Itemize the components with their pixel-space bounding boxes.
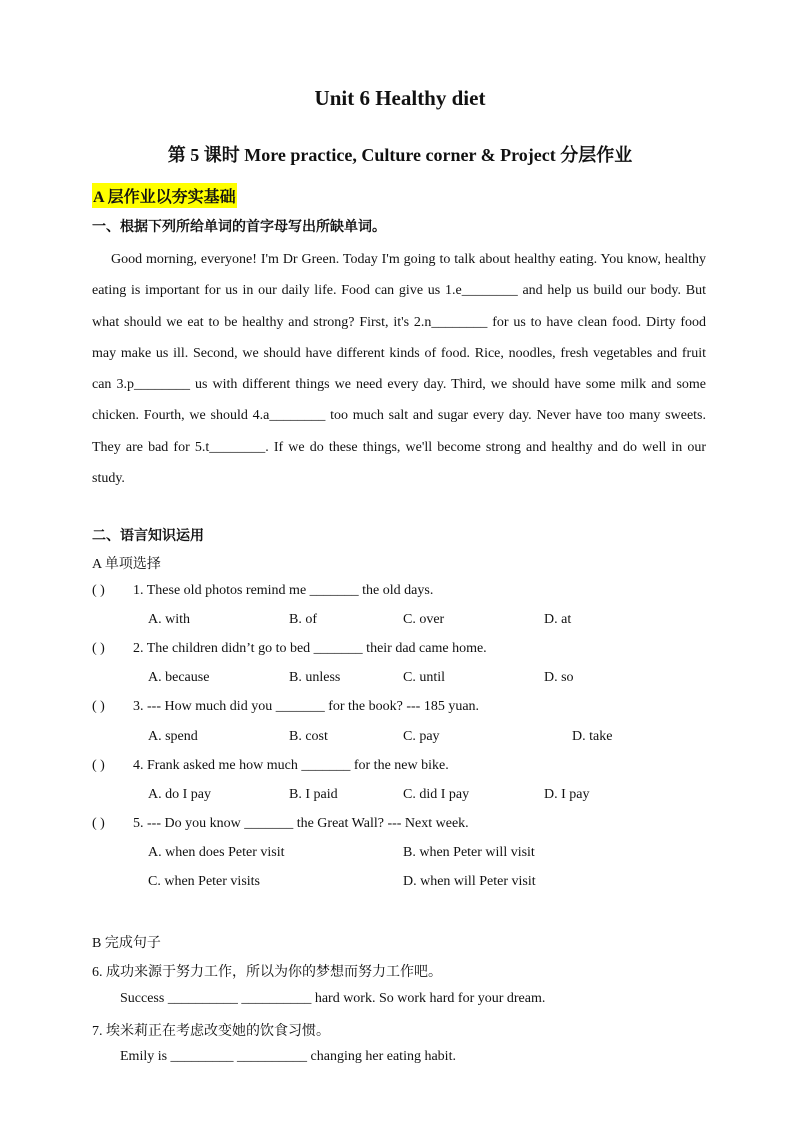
option-a: A. do I pay	[148, 787, 211, 802]
answer-paren: ( )	[92, 816, 105, 831]
option-d: D. I pay	[544, 787, 590, 802]
sentence-blank-en: Emily is _________ __________ changing her eating habit.	[120, 1049, 456, 1064]
option-b: B. I paid	[289, 787, 338, 802]
option-d: D. so	[544, 670, 574, 685]
question-stem: 5. --- Do you know _______ the Great Wall? --- Next week.	[133, 816, 469, 831]
option-a: A. because	[148, 670, 210, 685]
answer-paren: ( )	[92, 583, 105, 598]
sentence-prompt-cn: 7. 埃米莉正在考虑改变她的饮食习惯。	[92, 1024, 330, 1039]
question-stem: 2. The children didn’t go to bed _______ their dad came home.	[133, 641, 487, 656]
option-d: D. at	[544, 612, 572, 627]
option-c: C. over	[403, 612, 445, 627]
option-b: B. of	[289, 612, 317, 627]
page-title: Unit 6 Healthy diet	[314, 86, 486, 110]
answer-paren: ( )	[92, 641, 105, 656]
layer-a-label: A 层作业以夯实基础	[92, 183, 237, 208]
question-stem: 4. Frank asked me how much _______ for the new bike.	[133, 758, 449, 773]
answer-paren: ( )	[92, 699, 105, 714]
lesson-subtitle: 第 5 课时 More practice, Culture corner & Project 分层作业	[167, 145, 633, 165]
part-b-label: B 完成句子	[92, 936, 161, 951]
section1-heading: 一、根据下列所给单词的首字母写出所缺单词。	[92, 220, 386, 235]
option-d: D. when will Peter visit	[403, 874, 536, 889]
answer-paren: ( )	[92, 758, 105, 773]
option-d: D. take	[572, 729, 613, 744]
option-c: C. when Peter visits	[148, 874, 260, 889]
option-a: A. with	[148, 612, 190, 627]
option-b: B. when Peter will visit	[403, 845, 535, 860]
option-b: B. cost	[289, 729, 328, 744]
option-c: C. pay	[403, 729, 440, 744]
option-a: A. when does Peter visit	[148, 845, 285, 860]
sentence-blank-en: Success __________ __________ hard work. So work hard for your dream.	[120, 991, 546, 1006]
question-stem: 3. --- How much did you _______ for the book? --- 185 yuan.	[133, 699, 480, 714]
part-a-label: A 单项选择	[92, 557, 161, 572]
option-c: C. did I pay	[403, 787, 470, 802]
section2-heading: 二、语言知识运用	[92, 529, 204, 544]
cloze-passage: Good morning, everyone! I'm Dr Green. Today I'm going to talk about healthy eating. You know, healthy eating is important for us in our daily life. Food can give us 1.e________ and help us build our body. But what should we eat to be healthy and strong? First, it's 2.n________ for us to have clean food. Dirty food may make us ill. Second, we should have different kinds of food. Rice, noodles, fresh vegetables and fruit can 3.p________ us with different things we need every day. Third, we should have some milk and some chicken. Fourth, we should 4.a________ too much salt and sugar every day. Never have too many sweets. They are bad for 5.t________. If we do these things, we'll become strong and healthy and do well in our study.	[92, 252, 706, 487]
option-b: B. unless	[289, 670, 341, 685]
option-c: C. until	[403, 670, 446, 685]
question-stem: 1. These old photos remind me _______ the old days.	[133, 583, 434, 598]
option-a: A. spend	[148, 729, 198, 744]
sentence-prompt-cn: 6. 成功来源于努力工作，所以为你的梦想而努力工作吧。	[92, 965, 442, 980]
